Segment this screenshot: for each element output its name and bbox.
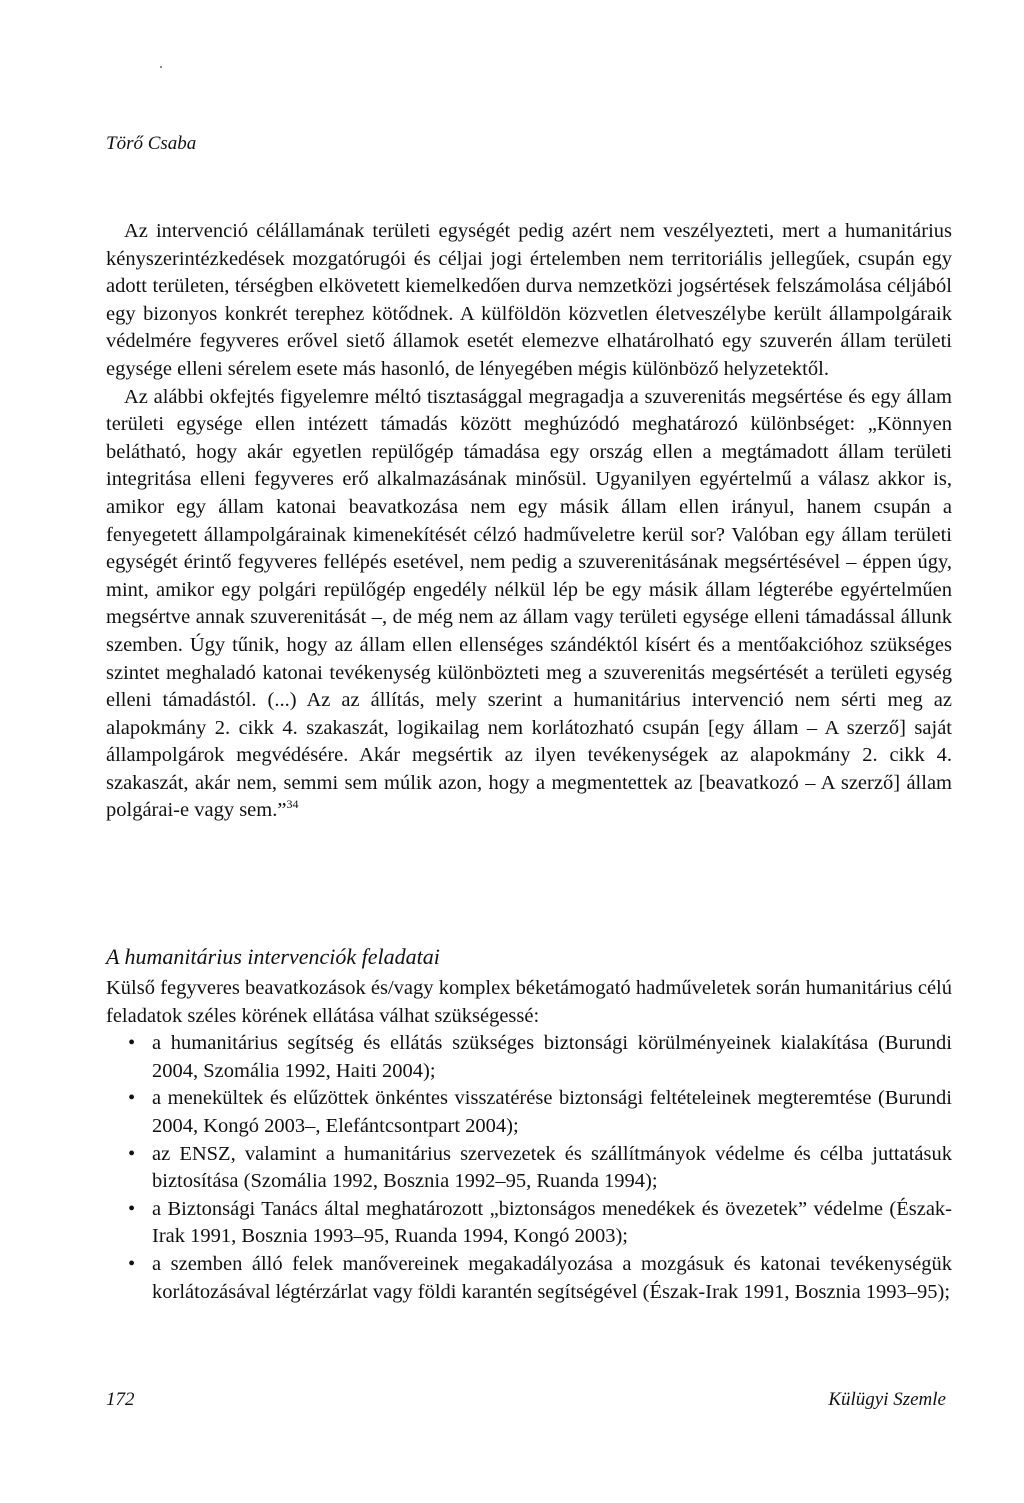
list-item — [106, 1196, 952, 1251]
bullet-icon: • — [128, 1032, 136, 1055]
bullet-icon: • — [128, 1252, 136, 1275]
footnote-reference[interactable]: 34 — [286, 797, 299, 812]
list-item — [106, 1141, 952, 1196]
list-item-text: az ENSZ, valamint a humanitárius szervezetek és szállítmányok védelme és célba juttatásuk biztosítása (Szomália 1992, Bosznia 1992–95, Ruanda 1994); — [152, 1142, 952, 1193]
list-item-text: a szemben álló felek manővereinek megakadályozása a mozgásuk és katonai tevékenységük korlátozásával légtérzárlat vagy földi karantén segítségével (Észak-Irak 1991, Bosznia 1993–95); — [152, 1252, 952, 1303]
section-heading: A humanitárius intervenciók feladatai — [106, 944, 440, 969]
list-item — [106, 1251, 952, 1306]
paragraph-text: Az alábbi okfejtés figyelemre méltó tisztasággal megragadja a szuverenitás megsértése és egy állam területi egysége ellen intézett támadás között meghúzódó meghatározó különbséget: „Könnyen belátható, hogy akár egyetlen repülőgép támadása egy ország ellen a megtámadott állam területi integritása elleni fegyveres erő alkalmazásának minősül. Ugyanilyen egyértelmű a válasz akkor is, amikor egy állam katonai beavatkozása nem egy másik állam ellen irányul, hanem csupán a fenyegetett állampolgárainak kimenekítését célzó hadműveletre kerül sor? Valóban egy állam területi egységét érintő fegyveres fellépés esetével, nem pedig a szuverenitásának megsértésével – éppen úgy, mint, amikor egy polgári repülőgép engedély nélkül lép be egy másik állam légterébe egyértelműen megsértve annak szuverenitását –, de még nem az állam vagy területi egysége elleni támadással állunk szemben. Úgy tűnik, hogy az állam ellen ellenséges szándéktól kísért és a mentőakcióhoz szükséges szintet meghaladó katonai tevékenység különbözteti meg a szuverenitás megsértését a területi egység elleni támadástól. (...) Az az állítás, mely szerint a humanitárius intervenció nem sérti meg az alapokmány 2. cikk 4. szakaszát, logikailag nem korlátozható csupán [egy állam – A szerző] saját állampolgárok megvédésére. Akár megsértik az ilyen tevékenységek az alapokmány 2. cikk 4. szakaszát, akár nem, semmi sem múlik azon, hogy a megmentettek az [beavatkozó – A szerző] állam polgárai-e vagy sem.” — [106, 385, 952, 822]
section-body — [106, 975, 952, 1306]
bullet-icon: • — [128, 1197, 136, 1220]
section-intro: Külső fegyveres beavatkozások és/vagy komplex béketámogató hadműveletek során humanitárius célú feladatok széles körének ellátása válhat szükségessé: — [106, 977, 952, 1027]
scan-speck — [160, 66, 162, 68]
journal-name: Külügyi Szemle — [828, 1389, 946, 1410]
bullet-icon: • — [128, 1142, 136, 1165]
list-item-text: a Biztonsági Tanács által meghatározott „biztonságos menedékek és övezetek” védelme (Észak-Irak 1991, Bosznia 1993–95, Ruanda 1994, Kongó 2003); — [152, 1197, 952, 1248]
list-item-text: a humanitárius segítség és ellátás szükséges biztonsági körülményeinek kialakítása (Burundi 2004, Szomália 1992, Haiti 2004); — [152, 1032, 952, 1082]
list-item — [106, 1085, 952, 1140]
running-head-author: Törő Csaba — [106, 133, 197, 154]
main-text — [106, 218, 952, 825]
list-item-text: a menekültek és elűzöttek önkéntes visszatérése biztonsági feltételeinek megteremtése (Burundi 2004, Kongó 2003–, Elefántcsontpart 2004); — [152, 1087, 952, 1137]
list-item — [106, 1030, 952, 1085]
page-number: 172 — [106, 1389, 135, 1410]
paragraph-quote — [106, 384, 952, 826]
bullet-icon: • — [128, 1087, 136, 1110]
paragraph: Az intervenció célállamának területi egységét pedig azért nem veszélyezteti, mert a humanitárius kényszerintézkedések mozgatórugói és céljai jogi értelemben nem territoriális jellegűek, csupán egy adott területen, térségben elkövetett kiemelkedően durva nemzetközi jogsértések felszámolása céljából egy bizonyos konkrét terephez kötődnek. A külföldön közvetlen életveszélybe került állampolgáraik védelmére fegyveres erővel siető államok esetét elemezve elhatárolható egy szuverén állam területi egysége elleni sérelem esete más hasonló, de lényegében mégis különböző helyzetektől. — [106, 220, 952, 380]
task-list — [106, 1030, 952, 1306]
